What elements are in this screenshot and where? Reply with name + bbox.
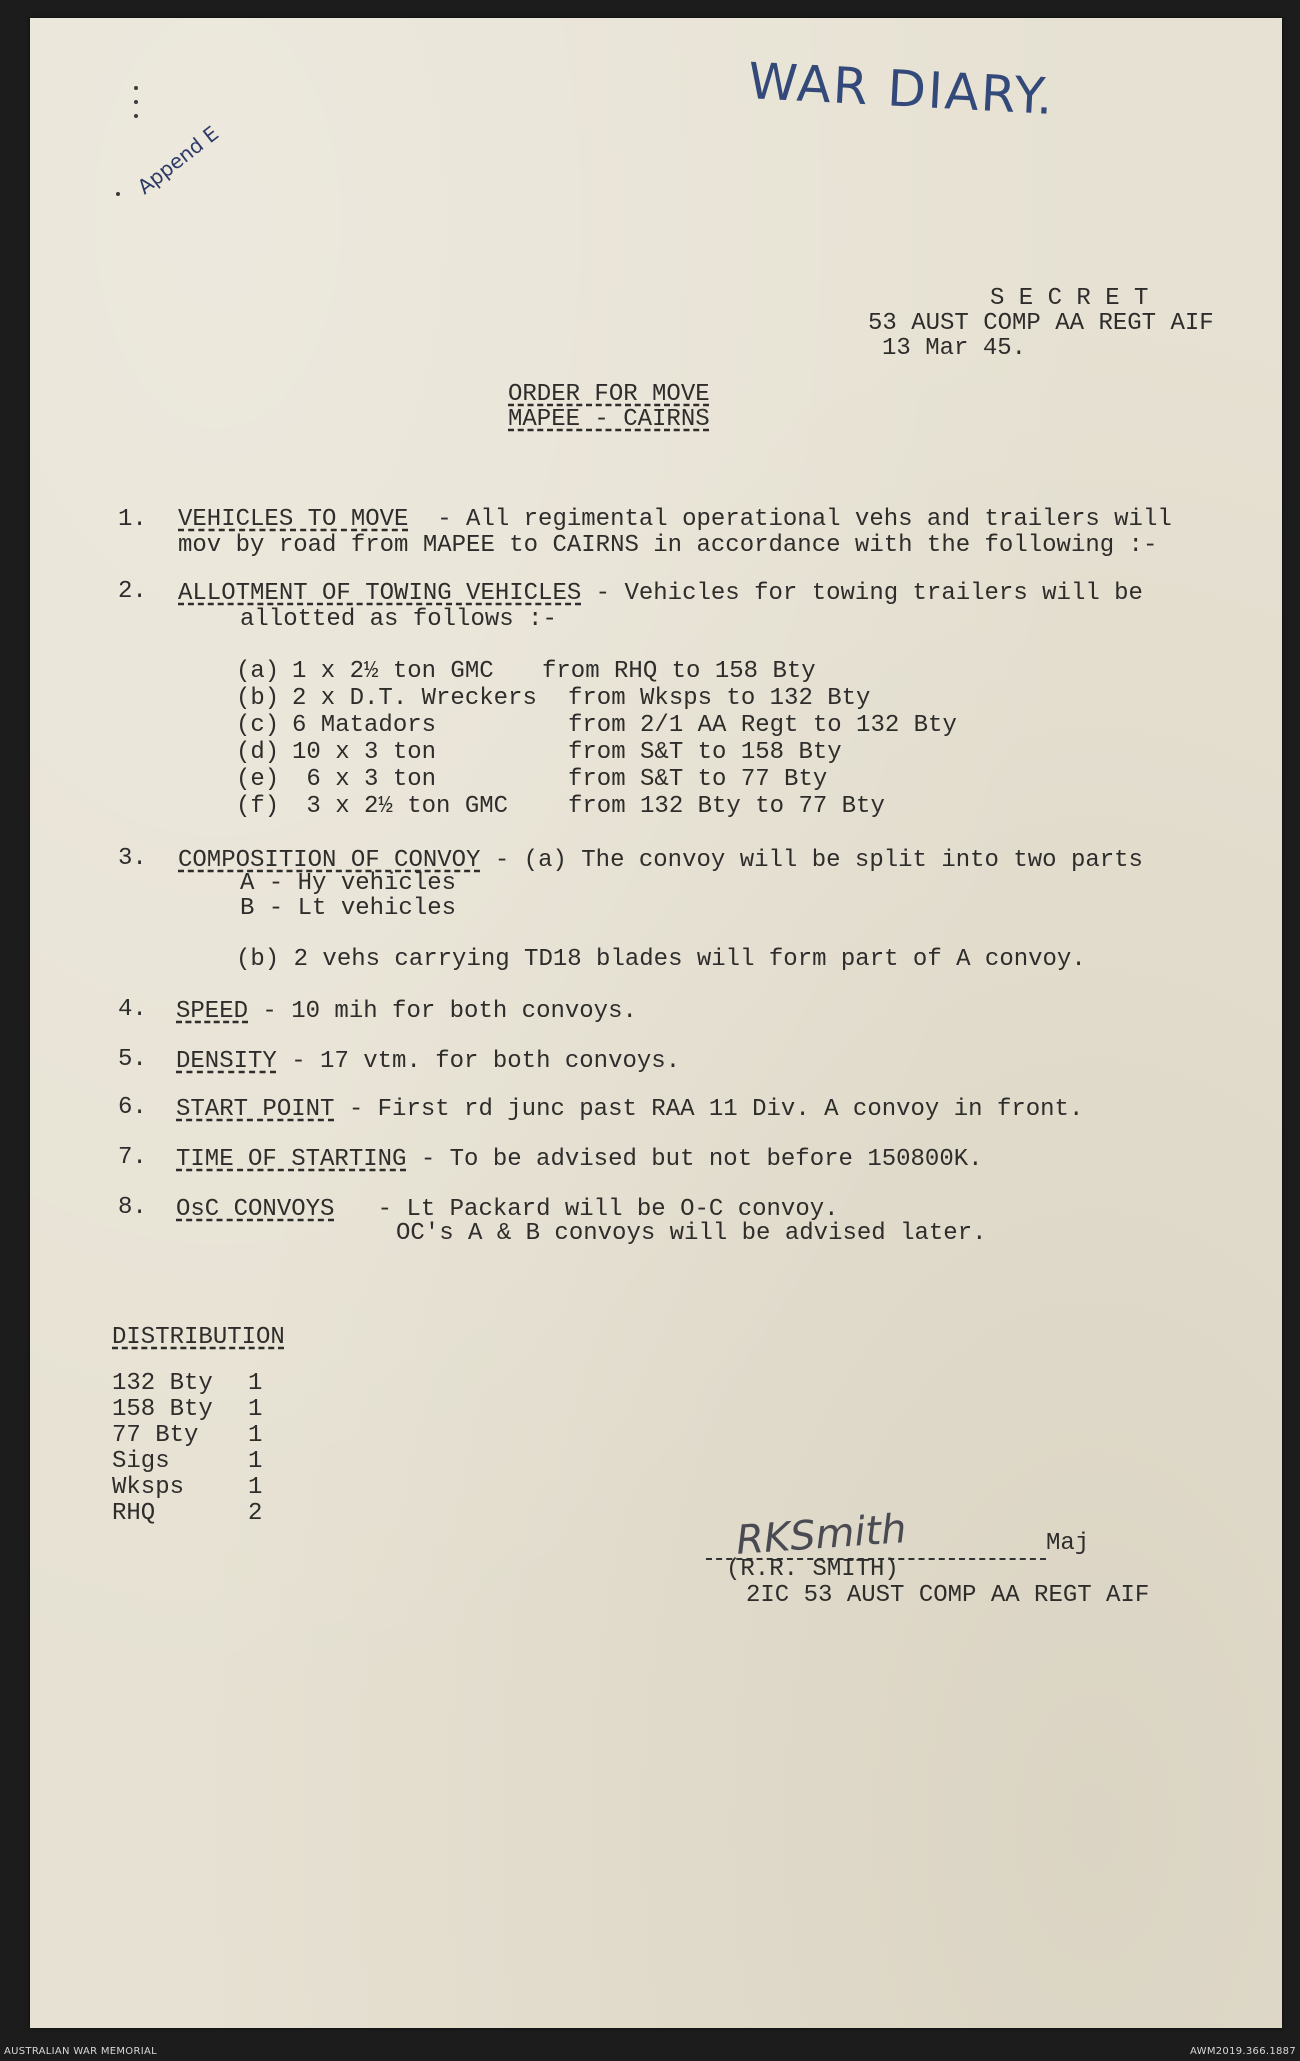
allotment-vehicles: 10 x 3 ton <box>292 739 437 766</box>
item-heading: COMPOSITION OF CONVOY <box>178 847 481 874</box>
item-line <box>176 1096 1083 1124</box>
allotment-vehicles: 6 x 3 ton <box>292 766 437 793</box>
secret-marking: S E C R E T <box>990 285 1149 312</box>
convoy-part-b: B - Lt vehicles <box>240 895 457 922</box>
document-page <box>30 18 1282 2028</box>
item-heading: TIME OF STARTING <box>176 1146 407 1173</box>
item-number: 4. <box>118 996 147 1023</box>
item-heading: START POINT <box>176 1096 335 1123</box>
distribution-name: 132 Bty <box>112 1370 213 1397</box>
item-line <box>176 1048 680 1076</box>
distribution-heading: DISTRIBUTION <box>112 1324 285 1351</box>
distribution-qty: 1 <box>248 1396 263 1423</box>
order-subtitle: MAPEE - CAIRNS <box>508 406 710 433</box>
allotment-route: from S&T to 77 Bty <box>568 766 828 793</box>
convoy-part-a: A - Hy vehicles <box>240 870 457 897</box>
punch-mark <box>134 86 138 90</box>
item-number: 7. <box>118 1144 147 1171</box>
allotment-route: from RHQ to 158 Bty <box>542 658 816 685</box>
allotment-vehicles: 3 x 2½ ton GMC <box>292 793 509 820</box>
item-heading: VEHICLES TO MOVE <box>178 506 409 533</box>
item-text: - 10 mih for both convoys. <box>248 998 637 1025</box>
item-text: - First rd junc past RAA 11 Div. A convoy in front. <box>334 1096 1084 1123</box>
signer-appointment: 2IC 53 AUST COMP AA REGT AIF <box>746 1582 1150 1609</box>
distribution-name: 158 Bty <box>112 1396 213 1423</box>
distribution-qty: 1 <box>248 1422 263 1449</box>
allotment-vehicles: 2 x D.T. Wreckers <box>292 685 537 712</box>
item-number: 3. <box>118 845 147 872</box>
item-text-continued: OC's A & B convoys will be advised later. <box>396 1220 987 1247</box>
distribution-qty: 1 <box>248 1474 263 1501</box>
allotment-label: (e) <box>236 766 280 793</box>
signer-name: (R.R. SMITH) <box>726 1556 899 1583</box>
item-line <box>178 506 1172 534</box>
distribution-name: Wksps <box>112 1474 185 1501</box>
item-line <box>178 580 1143 608</box>
allotment-label: (b) <box>236 685 280 712</box>
punch-mark <box>134 100 138 104</box>
item-text-continued: allotted as follows :- <box>240 606 557 633</box>
distribution-name: RHQ <box>112 1500 156 1527</box>
item-number: 8. <box>118 1194 147 1221</box>
punch-mark <box>116 192 120 196</box>
append-handwriting: Append E <box>132 121 223 199</box>
item-heading: DENSITY <box>176 1048 277 1075</box>
item-heading: OsC CONVOYS <box>176 1196 335 1223</box>
war-diary-handwriting: WAR DIARY. <box>746 52 1057 126</box>
item-number: 2. <box>118 578 147 605</box>
punch-mark <box>134 114 138 118</box>
distribution-name: Sigs <box>112 1448 170 1475</box>
item-line <box>176 998 637 1026</box>
footer-accession: AWM2019.366.1887 <box>1190 2046 1296 2057</box>
item-text: - All regimental operational vehs and trailers will <box>408 506 1172 533</box>
allotment-route: from 132 Bty to 77 Bty <box>568 793 885 820</box>
convoy-note: (b) 2 vehs carrying TD18 blades will form part of A convoy. <box>236 946 1086 973</box>
item-text: - 17 vtm. for both convoys. <box>276 1048 681 1075</box>
item-heading: ALLOTMENT OF TOWING VEHICLES <box>178 580 582 607</box>
item-text: - Vehicles for towing trailers will be <box>581 580 1143 607</box>
allotment-label: (c) <box>236 712 280 739</box>
allotment-vehicles: 1 x 2½ ton GMC <box>292 658 494 685</box>
unit-name: 53 AUST COMP AA REGT AIF <box>868 310 1214 337</box>
allotment-label: (a) <box>236 658 280 685</box>
signer-rank: Maj <box>1046 1530 1090 1557</box>
order-title: ORDER FOR MOVE <box>508 381 710 408</box>
distribution-qty: 1 <box>248 1370 263 1397</box>
allotment-route: from Wksps to 132 Bty <box>568 685 871 712</box>
allotment-label: (f) <box>236 793 280 820</box>
item-number: 1. <box>118 506 147 533</box>
item-text: - Lt Packard will be O-C convoy. <box>334 1196 839 1223</box>
item-number: 5. <box>118 1046 147 1073</box>
allotment-route: from 2/1 AA Regt to 132 Bty <box>568 712 957 739</box>
distribution-qty: 1 <box>248 1448 263 1475</box>
footer-credit: AUSTRALIAN WAR MEMORIAL <box>4 2046 157 2057</box>
item-line <box>176 1146 983 1174</box>
allotment-vehicles: 6 Matadors <box>292 712 437 739</box>
item-text: - To be advised but not before 150800K. <box>406 1146 983 1173</box>
allotment-label: (d) <box>236 739 280 766</box>
item-heading: SPEED <box>176 998 249 1025</box>
item-text: - (a) The convoy will be split into two parts <box>480 847 1143 874</box>
item-text-continued: mov by road from MAPEE to CAIRNS in accordance with the following :- <box>178 532 1158 559</box>
document-date: 13 Mar 45. <box>882 335 1027 362</box>
item-number: 6. <box>118 1094 147 1121</box>
distribution-name: 77 Bty <box>112 1422 199 1449</box>
allotment-route: from S&T to 158 Bty <box>568 739 842 766</box>
distribution-qty: 2 <box>248 1500 263 1527</box>
signature: RKSmith <box>734 1506 908 1564</box>
